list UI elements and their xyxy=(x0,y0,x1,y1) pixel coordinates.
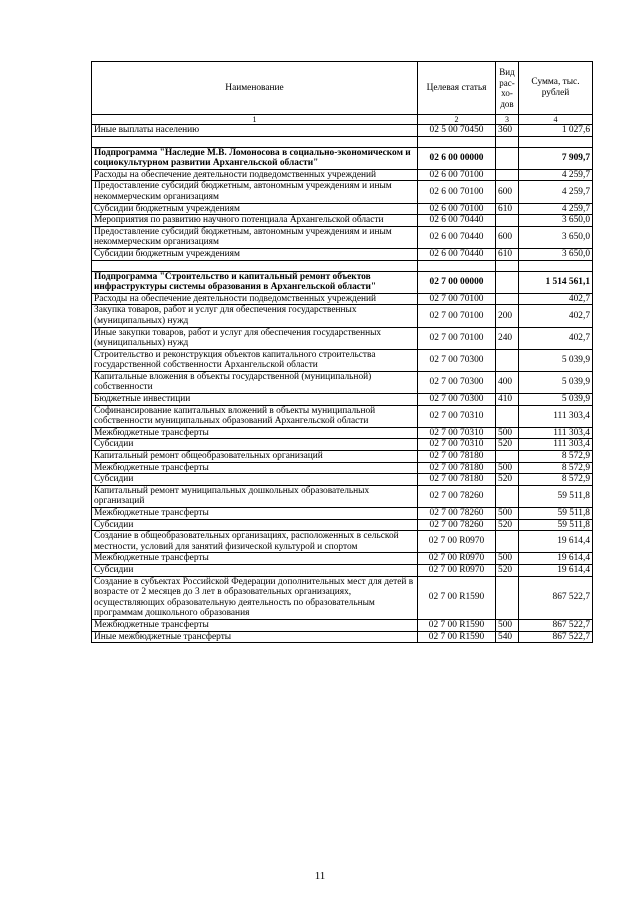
row-kind: 500 xyxy=(496,619,519,631)
row-sum: 402,7 xyxy=(519,293,593,305)
row-name: Расходы на обеспечение деятельности подведомственных учреждений xyxy=(92,293,418,305)
row-kind: 500 xyxy=(496,462,519,474)
row-code: 02 7 00 R1590 xyxy=(418,631,496,643)
row-code: 02 6 00 70100 xyxy=(418,169,496,181)
header-code: Целевая статья xyxy=(418,62,496,115)
row-sum: 1 514 561,1 xyxy=(519,271,593,293)
row-kind: 500 xyxy=(496,427,519,439)
row-code: 02 6 00 70100 xyxy=(418,181,496,203)
table-row xyxy=(92,248,593,260)
row-name: Субсидии xyxy=(92,439,418,451)
row-kind: 500 xyxy=(496,508,519,520)
row-code: 02 6 00 70440 xyxy=(418,215,496,227)
spacer-cell xyxy=(519,260,593,271)
row-code: 02 5 00 70450 xyxy=(418,125,496,137)
spacer-cell xyxy=(92,260,418,271)
row-sum: 8 572,9 xyxy=(519,474,593,486)
spacer-row xyxy=(92,136,593,147)
spacer-cell xyxy=(418,260,496,271)
row-name: Предоставление субсидий бюджетным, автономным учреждениям и иным некоммерческим организациям xyxy=(92,226,418,248)
row-name: Создание в субъектах Российской Федерации дополнительных мест для детей в возрасте от 2 месяцев до 3 лет в образовательных организациях, осуществляющих образовательную деятельность по образовательным программам дошкольного образования xyxy=(92,576,418,619)
row-name: Субсидии xyxy=(92,519,418,531)
row-name: Межбюджетные трансферты xyxy=(92,462,418,474)
row-code: 02 6 00 70440 xyxy=(418,248,496,260)
row-sum: 111 303,4 xyxy=(519,427,593,439)
row-code: 02 7 00 R1590 xyxy=(418,619,496,631)
row-kind: 610 xyxy=(496,203,519,215)
row-code: 02 7 00 70100 xyxy=(418,327,496,349)
row-sum: 7 909,7 xyxy=(519,147,593,169)
row-name: Строительство и реконструкция объектов капитального строительства государственной собственности Архангельской области xyxy=(92,349,418,371)
row-kind: 520 xyxy=(496,474,519,486)
row-sum: 3 650,0 xyxy=(519,248,593,260)
table-row xyxy=(92,508,593,520)
row-kind xyxy=(496,576,519,619)
row-kind xyxy=(496,271,519,293)
row-name: Межбюджетные трансферты xyxy=(92,427,418,439)
table-row xyxy=(92,631,593,643)
header-name: Наименование xyxy=(92,62,418,115)
row-sum: 5 039,9 xyxy=(519,371,593,393)
row-sum: 1 027,6 xyxy=(519,125,593,137)
table-row xyxy=(92,439,593,451)
table-row xyxy=(92,519,593,531)
spacer-cell xyxy=(496,136,519,147)
row-sum: 8 572,9 xyxy=(519,462,593,474)
column-number-row xyxy=(92,115,593,125)
row-name: Закупка товаров, работ и услуг для обеспечения государственных (муниципальных) нужд xyxy=(92,305,418,327)
row-name: Предоставление субсидий бюджетным, автономным учреждениям и иным некоммерческим организациям xyxy=(92,181,418,203)
row-kind: 400 xyxy=(496,371,519,393)
table-row xyxy=(92,327,593,349)
row-sum: 19 614,4 xyxy=(519,564,593,576)
row-kind: 410 xyxy=(496,394,519,406)
row-code: 02 7 00 70300 xyxy=(418,371,496,393)
spacer-cell xyxy=(496,260,519,271)
row-name: Субсидии бюджетным учреждениям xyxy=(92,203,418,215)
table-row xyxy=(92,405,593,427)
row-name: Межбюджетные трансферты xyxy=(92,619,418,631)
table-row xyxy=(92,553,593,565)
table-row xyxy=(92,226,593,248)
row-name: Мероприятия по развитию научного потенциала Архангельской области xyxy=(92,215,418,227)
row-code: 02 7 00 70300 xyxy=(418,349,496,371)
row-code: 02 7 00 70310 xyxy=(418,405,496,427)
row-sum: 4 259,7 xyxy=(519,203,593,215)
row-kind: 610 xyxy=(496,248,519,260)
row-sum: 111 303,4 xyxy=(519,405,593,427)
row-code: 02 7 00 70310 xyxy=(418,427,496,439)
table-row xyxy=(92,531,593,553)
table-row xyxy=(92,371,593,393)
row-code: 02 7 00 R0970 xyxy=(418,564,496,576)
row-kind xyxy=(496,169,519,181)
row-kind: 520 xyxy=(496,439,519,451)
spacer-cell xyxy=(519,136,593,147)
row-sum: 867 522,7 xyxy=(519,631,593,643)
row-kind: 520 xyxy=(496,564,519,576)
row-sum: 3 650,0 xyxy=(519,215,593,227)
table-row xyxy=(92,394,593,406)
table-header-row xyxy=(92,62,593,115)
row-name: Создание в общеобразовательных организациях, расположенных в сельской местности, условий для занятий физической культурой и спортом xyxy=(92,531,418,553)
table-row xyxy=(92,215,593,227)
row-sum: 867 522,7 xyxy=(519,619,593,631)
row-sum: 402,7 xyxy=(519,327,593,349)
row-sum: 111 303,4 xyxy=(519,439,593,451)
row-sum: 59 511,8 xyxy=(519,485,593,507)
row-kind: 200 xyxy=(496,305,519,327)
row-code: 02 7 00 70310 xyxy=(418,439,496,451)
row-name: Подпрограмма "Строительство и капитальный ремонт объектов инфраструктуры системы образования в Архангельской области" xyxy=(92,271,418,293)
row-kind: 240 xyxy=(496,327,519,349)
row-sum: 3 650,0 xyxy=(519,226,593,248)
row-name: Иные межбюджетные трансферты xyxy=(92,631,418,643)
table-row xyxy=(92,293,593,305)
table-row xyxy=(92,474,593,486)
spacer-row xyxy=(92,260,593,271)
row-kind xyxy=(496,405,519,427)
budget-table xyxy=(91,61,593,643)
row-name: Капитальные вложения в объекты государственной (муниципальной) собственности xyxy=(92,371,418,393)
row-kind: 500 xyxy=(496,553,519,565)
row-code: 02 7 00 00000 xyxy=(418,271,496,293)
row-code: 02 6 00 00000 xyxy=(418,147,496,169)
row-kind: 600 xyxy=(496,226,519,248)
row-sum: 59 511,8 xyxy=(519,508,593,520)
row-name: Иные выплаты населению xyxy=(92,125,418,137)
row-code: 02 7 00 78180 xyxy=(418,474,496,486)
row-code: 02 7 00 78180 xyxy=(418,451,496,463)
table-row xyxy=(92,169,593,181)
table-row xyxy=(92,462,593,474)
header-sum: Сумма, тыс. рублей xyxy=(519,62,593,115)
table-row xyxy=(92,305,593,327)
table-row xyxy=(92,427,593,439)
row-name: Иные закупки товаров, работ и услуг для обеспечения государственных (муниципальных) нужд xyxy=(92,327,418,349)
table-row xyxy=(92,125,593,137)
row-name: Межбюджетные трансферты xyxy=(92,553,418,565)
row-name: Расходы на обеспечение деятельности подведомственных учреждений xyxy=(92,169,418,181)
row-name: Капитальный ремонт общеобразовательных организаций xyxy=(92,451,418,463)
col-number: 2 xyxy=(418,115,496,125)
row-kind xyxy=(496,451,519,463)
spacer-cell xyxy=(418,136,496,147)
row-sum: 19 614,4 xyxy=(519,553,593,565)
row-code: 02 7 00 70300 xyxy=(418,394,496,406)
row-name: Бюджетные инвестиции xyxy=(92,394,418,406)
row-code: 02 7 00 70100 xyxy=(418,293,496,305)
row-name: Капитальный ремонт муниципальных дошкольных образовательных организаций xyxy=(92,485,418,507)
row-name: Субсидии xyxy=(92,564,418,576)
row-code: 02 7 00 R0970 xyxy=(418,553,496,565)
row-kind: 520 xyxy=(496,519,519,531)
row-code: 02 7 00 78260 xyxy=(418,519,496,531)
table-row xyxy=(92,181,593,203)
row-code: 02 7 00 R1590 xyxy=(418,576,496,619)
row-sum: 4 259,7 xyxy=(519,169,593,181)
page-number: 11 xyxy=(314,870,326,882)
table-row xyxy=(92,451,593,463)
spacer-cell xyxy=(92,136,418,147)
subprogram-row xyxy=(92,271,593,293)
header-kind: Вид рас-хо-дов xyxy=(496,62,519,115)
row-code: 02 7 00 78260 xyxy=(418,485,496,507)
table-row xyxy=(92,619,593,631)
table-row xyxy=(92,485,593,507)
subprogram-row xyxy=(92,147,593,169)
table-body xyxy=(92,125,593,643)
row-code: 02 7 00 78260 xyxy=(418,508,496,520)
table-row xyxy=(92,349,593,371)
row-kind: 540 xyxy=(496,631,519,643)
row-sum: 5 039,9 xyxy=(519,349,593,371)
row-name: Субсидии xyxy=(92,474,418,486)
row-name: Подпрограмма "Наследие М.В. Ломоносова в социально-экономическом и социокультурном развитии Архангельской области" xyxy=(92,147,418,169)
row-code: 02 7 00 70100 xyxy=(418,305,496,327)
col-number: 4 xyxy=(519,115,593,125)
row-kind xyxy=(496,531,519,553)
table-row xyxy=(92,564,593,576)
table-row xyxy=(92,576,593,619)
row-kind xyxy=(496,485,519,507)
row-code: 02 7 00 78180 xyxy=(418,462,496,474)
col-number: 3 xyxy=(496,115,519,125)
row-name: Софинансирование капитальных вложений в объекты муниципальной собственности муниципальных образований Архангельской области xyxy=(92,405,418,427)
row-kind xyxy=(496,349,519,371)
row-code: 02 7 00 R0970 xyxy=(418,531,496,553)
row-code: 02 6 00 70100 xyxy=(418,203,496,215)
row-kind: 600 xyxy=(496,181,519,203)
row-name: Субсидии бюджетным учреждениям xyxy=(92,248,418,260)
table-row xyxy=(92,203,593,215)
row-sum: 8 572,9 xyxy=(519,451,593,463)
row-kind: 360 xyxy=(496,125,519,137)
row-sum: 402,7 xyxy=(519,305,593,327)
row-sum: 4 259,7 xyxy=(519,181,593,203)
row-sum: 19 614,4 xyxy=(519,531,593,553)
col-number: 1 xyxy=(92,115,418,125)
row-kind xyxy=(496,293,519,305)
row-sum: 59 511,8 xyxy=(519,519,593,531)
row-sum: 867 522,7 xyxy=(519,576,593,619)
row-sum: 5 039,9 xyxy=(519,394,593,406)
row-kind xyxy=(496,215,519,227)
row-name: Межбюджетные трансферты xyxy=(92,508,418,520)
row-kind xyxy=(496,147,519,169)
row-code: 02 6 00 70440 xyxy=(418,226,496,248)
